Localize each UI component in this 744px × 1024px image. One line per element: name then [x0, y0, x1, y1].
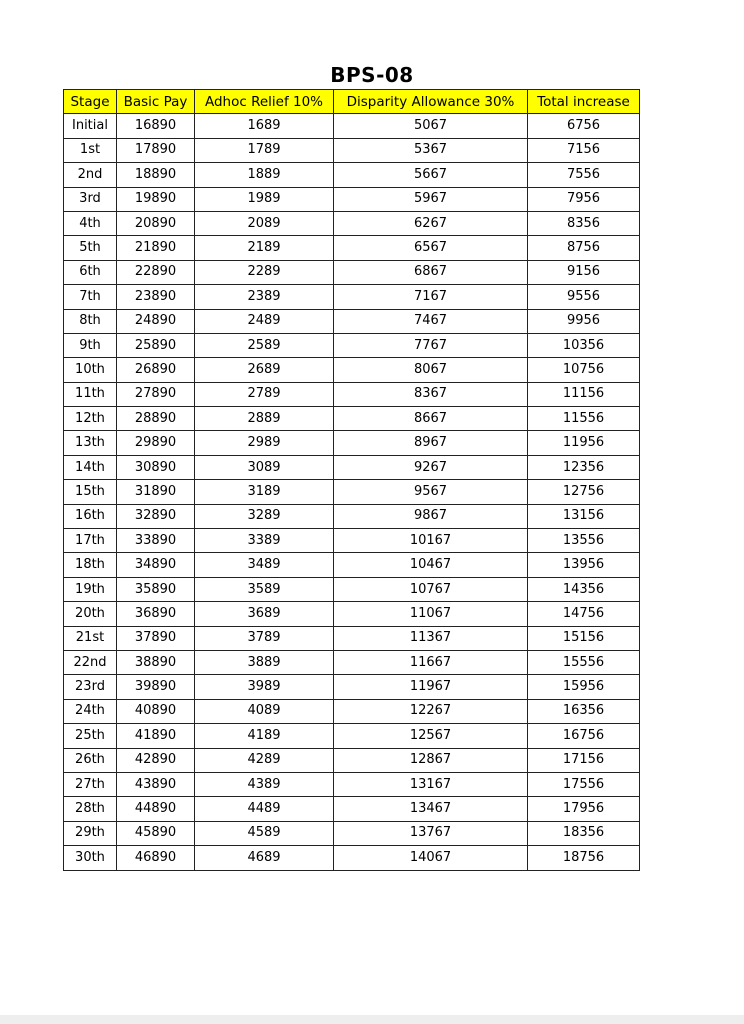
disparity-allowance-cell: 8367 [334, 382, 528, 406]
table-row [64, 358, 640, 382]
basic-pay-cell: 20890 [117, 211, 195, 235]
stage-cell: 20th [64, 602, 117, 626]
stage-cell: 9th [64, 333, 117, 357]
stage-cell: 7th [64, 285, 117, 309]
table-row [64, 309, 640, 333]
table-row [64, 602, 640, 626]
table-row [64, 797, 640, 821]
disparity-allowance-cell: 11067 [334, 602, 528, 626]
table-row [64, 675, 640, 699]
total-increase-cell: 13956 [528, 553, 640, 577]
total-increase-cell: 15156 [528, 626, 640, 650]
basic-pay-cell: 18890 [117, 163, 195, 187]
table-row [64, 285, 640, 309]
basic-pay-cell: 29890 [117, 431, 195, 455]
adhoc-relief-cell: 4489 [195, 797, 334, 821]
header-basic-pay: Basic Pay [117, 90, 195, 114]
stage-cell: 1st [64, 138, 117, 162]
stage-cell: 22nd [64, 650, 117, 674]
table-row [64, 504, 640, 528]
disparity-allowance-cell: 6867 [334, 260, 528, 284]
disparity-allowance-cell: 5067 [334, 114, 528, 138]
table-row [64, 260, 640, 284]
table-row [64, 748, 640, 772]
total-increase-cell: 17156 [528, 748, 640, 772]
table-row [64, 382, 640, 406]
basic-pay-cell: 40890 [117, 699, 195, 723]
total-increase-cell: 11556 [528, 407, 640, 431]
total-increase-cell: 12756 [528, 480, 640, 504]
table-header-row [64, 90, 640, 114]
basic-pay-cell: 17890 [117, 138, 195, 162]
table-row [64, 553, 640, 577]
stage-cell: 27th [64, 772, 117, 796]
table-row [64, 187, 640, 211]
stage-cell: 18th [64, 553, 117, 577]
adhoc-relief-cell: 2789 [195, 382, 334, 406]
total-increase-cell: 11156 [528, 382, 640, 406]
disparity-allowance-cell: 8967 [334, 431, 528, 455]
stage-cell: 12th [64, 407, 117, 431]
basic-pay-cell: 23890 [117, 285, 195, 309]
stage-cell: 24th [64, 699, 117, 723]
adhoc-relief-cell: 2189 [195, 236, 334, 260]
disparity-allowance-cell: 13467 [334, 797, 528, 821]
header-adhoc-relief: Adhoc Relief 10% [195, 90, 334, 114]
stage-cell: 5th [64, 236, 117, 260]
stage-cell: 16th [64, 504, 117, 528]
disparity-allowance-cell: 7767 [334, 333, 528, 357]
total-increase-cell: 12356 [528, 455, 640, 479]
basic-pay-cell: 44890 [117, 797, 195, 821]
stage-cell: 21st [64, 626, 117, 650]
total-increase-cell: 10756 [528, 358, 640, 382]
table-row [64, 114, 640, 138]
header-disparity-allowance: Disparity Allowance 30% [334, 90, 528, 114]
stage-cell: 14th [64, 455, 117, 479]
adhoc-relief-cell: 4589 [195, 821, 334, 845]
total-increase-cell: 6756 [528, 114, 640, 138]
disparity-allowance-cell: 10767 [334, 577, 528, 601]
adhoc-relief-cell: 3089 [195, 455, 334, 479]
basic-pay-cell: 33890 [117, 529, 195, 553]
basic-pay-cell: 41890 [117, 724, 195, 748]
disparity-allowance-cell: 12867 [334, 748, 528, 772]
table-row [64, 236, 640, 260]
total-increase-cell: 10356 [528, 333, 640, 357]
disparity-allowance-cell: 13167 [334, 772, 528, 796]
basic-pay-cell: 37890 [117, 626, 195, 650]
total-increase-cell: 7556 [528, 163, 640, 187]
adhoc-relief-cell: 2089 [195, 211, 334, 235]
adhoc-relief-cell: 3989 [195, 675, 334, 699]
table-row [64, 407, 640, 431]
adhoc-relief-cell: 2589 [195, 333, 334, 357]
table-row [64, 480, 640, 504]
adhoc-relief-cell: 4089 [195, 699, 334, 723]
basic-pay-cell: 42890 [117, 748, 195, 772]
disparity-allowance-cell: 8667 [334, 407, 528, 431]
disparity-allowance-cell: 9567 [334, 480, 528, 504]
total-increase-cell: 13156 [528, 504, 640, 528]
disparity-allowance-cell: 8067 [334, 358, 528, 382]
disparity-allowance-cell: 9267 [334, 455, 528, 479]
disparity-allowance-cell: 13767 [334, 821, 528, 845]
stage-cell: 2nd [64, 163, 117, 187]
disparity-allowance-cell: 12567 [334, 724, 528, 748]
total-increase-cell: 8356 [528, 211, 640, 235]
adhoc-relief-cell: 1989 [195, 187, 334, 211]
total-increase-cell: 16756 [528, 724, 640, 748]
table-row [64, 211, 640, 235]
stage-cell: 30th [64, 846, 117, 870]
adhoc-relief-cell: 3789 [195, 626, 334, 650]
basic-pay-cell: 46890 [117, 846, 195, 870]
adhoc-relief-cell: 3889 [195, 650, 334, 674]
basic-pay-cell: 38890 [117, 650, 195, 674]
stage-cell: 29th [64, 821, 117, 845]
total-increase-cell: 7956 [528, 187, 640, 211]
bottom-edge-strip [0, 1015, 744, 1024]
table-row [64, 138, 640, 162]
adhoc-relief-cell: 4389 [195, 772, 334, 796]
total-increase-cell: 14356 [528, 577, 640, 601]
basic-pay-cell: 24890 [117, 309, 195, 333]
total-increase-cell: 14756 [528, 602, 640, 626]
stage-cell: 3rd [64, 187, 117, 211]
adhoc-relief-cell: 3589 [195, 577, 334, 601]
stage-cell: 4th [64, 211, 117, 235]
table-row [64, 577, 640, 601]
header-stage: Stage [64, 90, 117, 114]
disparity-allowance-cell: 9867 [334, 504, 528, 528]
disparity-allowance-cell: 7467 [334, 309, 528, 333]
stage-cell: 28th [64, 797, 117, 821]
total-increase-cell: 16356 [528, 699, 640, 723]
adhoc-relief-cell: 2289 [195, 260, 334, 284]
basic-pay-cell: 32890 [117, 504, 195, 528]
total-increase-cell: 11956 [528, 431, 640, 455]
disparity-allowance-cell: 14067 [334, 846, 528, 870]
stage-cell: 10th [64, 358, 117, 382]
total-increase-cell: 17556 [528, 772, 640, 796]
total-increase-cell: 9956 [528, 309, 640, 333]
basic-pay-cell: 31890 [117, 480, 195, 504]
disparity-allowance-cell: 5967 [334, 187, 528, 211]
total-increase-cell: 8756 [528, 236, 640, 260]
stage-cell: Initial [64, 114, 117, 138]
stage-cell: 26th [64, 748, 117, 772]
adhoc-relief-cell: 4189 [195, 724, 334, 748]
disparity-allowance-cell: 12267 [334, 699, 528, 723]
adhoc-relief-cell: 2389 [195, 285, 334, 309]
table-row [64, 529, 640, 553]
table-row [64, 333, 640, 357]
basic-pay-cell: 25890 [117, 333, 195, 357]
total-increase-cell: 18756 [528, 846, 640, 870]
table-row [64, 821, 640, 845]
basic-pay-cell: 28890 [117, 407, 195, 431]
disparity-allowance-cell: 11667 [334, 650, 528, 674]
total-increase-cell: 18356 [528, 821, 640, 845]
stage-cell: 19th [64, 577, 117, 601]
adhoc-relief-cell: 2489 [195, 309, 334, 333]
basic-pay-cell: 30890 [117, 455, 195, 479]
disparity-allowance-cell: 10167 [334, 529, 528, 553]
adhoc-relief-cell: 4689 [195, 846, 334, 870]
stage-cell: 23rd [64, 675, 117, 699]
stage-cell: 25th [64, 724, 117, 748]
header-total-increase: Total increase [528, 90, 640, 114]
disparity-allowance-cell: 6267 [334, 211, 528, 235]
adhoc-relief-cell: 2989 [195, 431, 334, 455]
table-row [64, 626, 640, 650]
total-increase-cell: 15556 [528, 650, 640, 674]
total-increase-cell: 17956 [528, 797, 640, 821]
table-row [64, 650, 640, 674]
table-row [64, 699, 640, 723]
table-row [64, 724, 640, 748]
total-increase-cell: 9156 [528, 260, 640, 284]
total-increase-cell: 9556 [528, 285, 640, 309]
disparity-allowance-cell: 11967 [334, 675, 528, 699]
adhoc-relief-cell: 3489 [195, 553, 334, 577]
adhoc-relief-cell: 3289 [195, 504, 334, 528]
basic-pay-cell: 45890 [117, 821, 195, 845]
adhoc-relief-cell: 2889 [195, 407, 334, 431]
basic-pay-cell: 27890 [117, 382, 195, 406]
table-row [64, 455, 640, 479]
disparity-allowance-cell: 5667 [334, 163, 528, 187]
table-row [64, 431, 640, 455]
adhoc-relief-cell: 3189 [195, 480, 334, 504]
pay-scale-table [63, 89, 640, 871]
basic-pay-cell: 19890 [117, 187, 195, 211]
disparity-allowance-cell: 5367 [334, 138, 528, 162]
disparity-allowance-cell: 7167 [334, 285, 528, 309]
adhoc-relief-cell: 1789 [195, 138, 334, 162]
adhoc-relief-cell: 4289 [195, 748, 334, 772]
adhoc-relief-cell: 1689 [195, 114, 334, 138]
total-increase-cell: 7156 [528, 138, 640, 162]
disparity-allowance-cell: 10467 [334, 553, 528, 577]
stage-cell: 11th [64, 382, 117, 406]
table-row [64, 772, 640, 796]
basic-pay-cell: 36890 [117, 602, 195, 626]
total-increase-cell: 15956 [528, 675, 640, 699]
basic-pay-cell: 16890 [117, 114, 195, 138]
basic-pay-cell: 26890 [117, 358, 195, 382]
total-increase-cell: 13556 [528, 529, 640, 553]
adhoc-relief-cell: 2689 [195, 358, 334, 382]
table-row [64, 163, 640, 187]
table-row [64, 846, 640, 870]
stage-cell: 15th [64, 480, 117, 504]
page-title: BPS-08 [330, 63, 414, 87]
basic-pay-cell: 22890 [117, 260, 195, 284]
basic-pay-cell: 43890 [117, 772, 195, 796]
basic-pay-cell: 35890 [117, 577, 195, 601]
stage-cell: 17th [64, 529, 117, 553]
adhoc-relief-cell: 1889 [195, 163, 334, 187]
basic-pay-cell: 34890 [117, 553, 195, 577]
adhoc-relief-cell: 3389 [195, 529, 334, 553]
table-body [64, 114, 640, 870]
basic-pay-cell: 21890 [117, 236, 195, 260]
basic-pay-cell: 39890 [117, 675, 195, 699]
stage-cell: 13th [64, 431, 117, 455]
disparity-allowance-cell: 11367 [334, 626, 528, 650]
adhoc-relief-cell: 3689 [195, 602, 334, 626]
stage-cell: 6th [64, 260, 117, 284]
stage-cell: 8th [64, 309, 117, 333]
disparity-allowance-cell: 6567 [334, 236, 528, 260]
